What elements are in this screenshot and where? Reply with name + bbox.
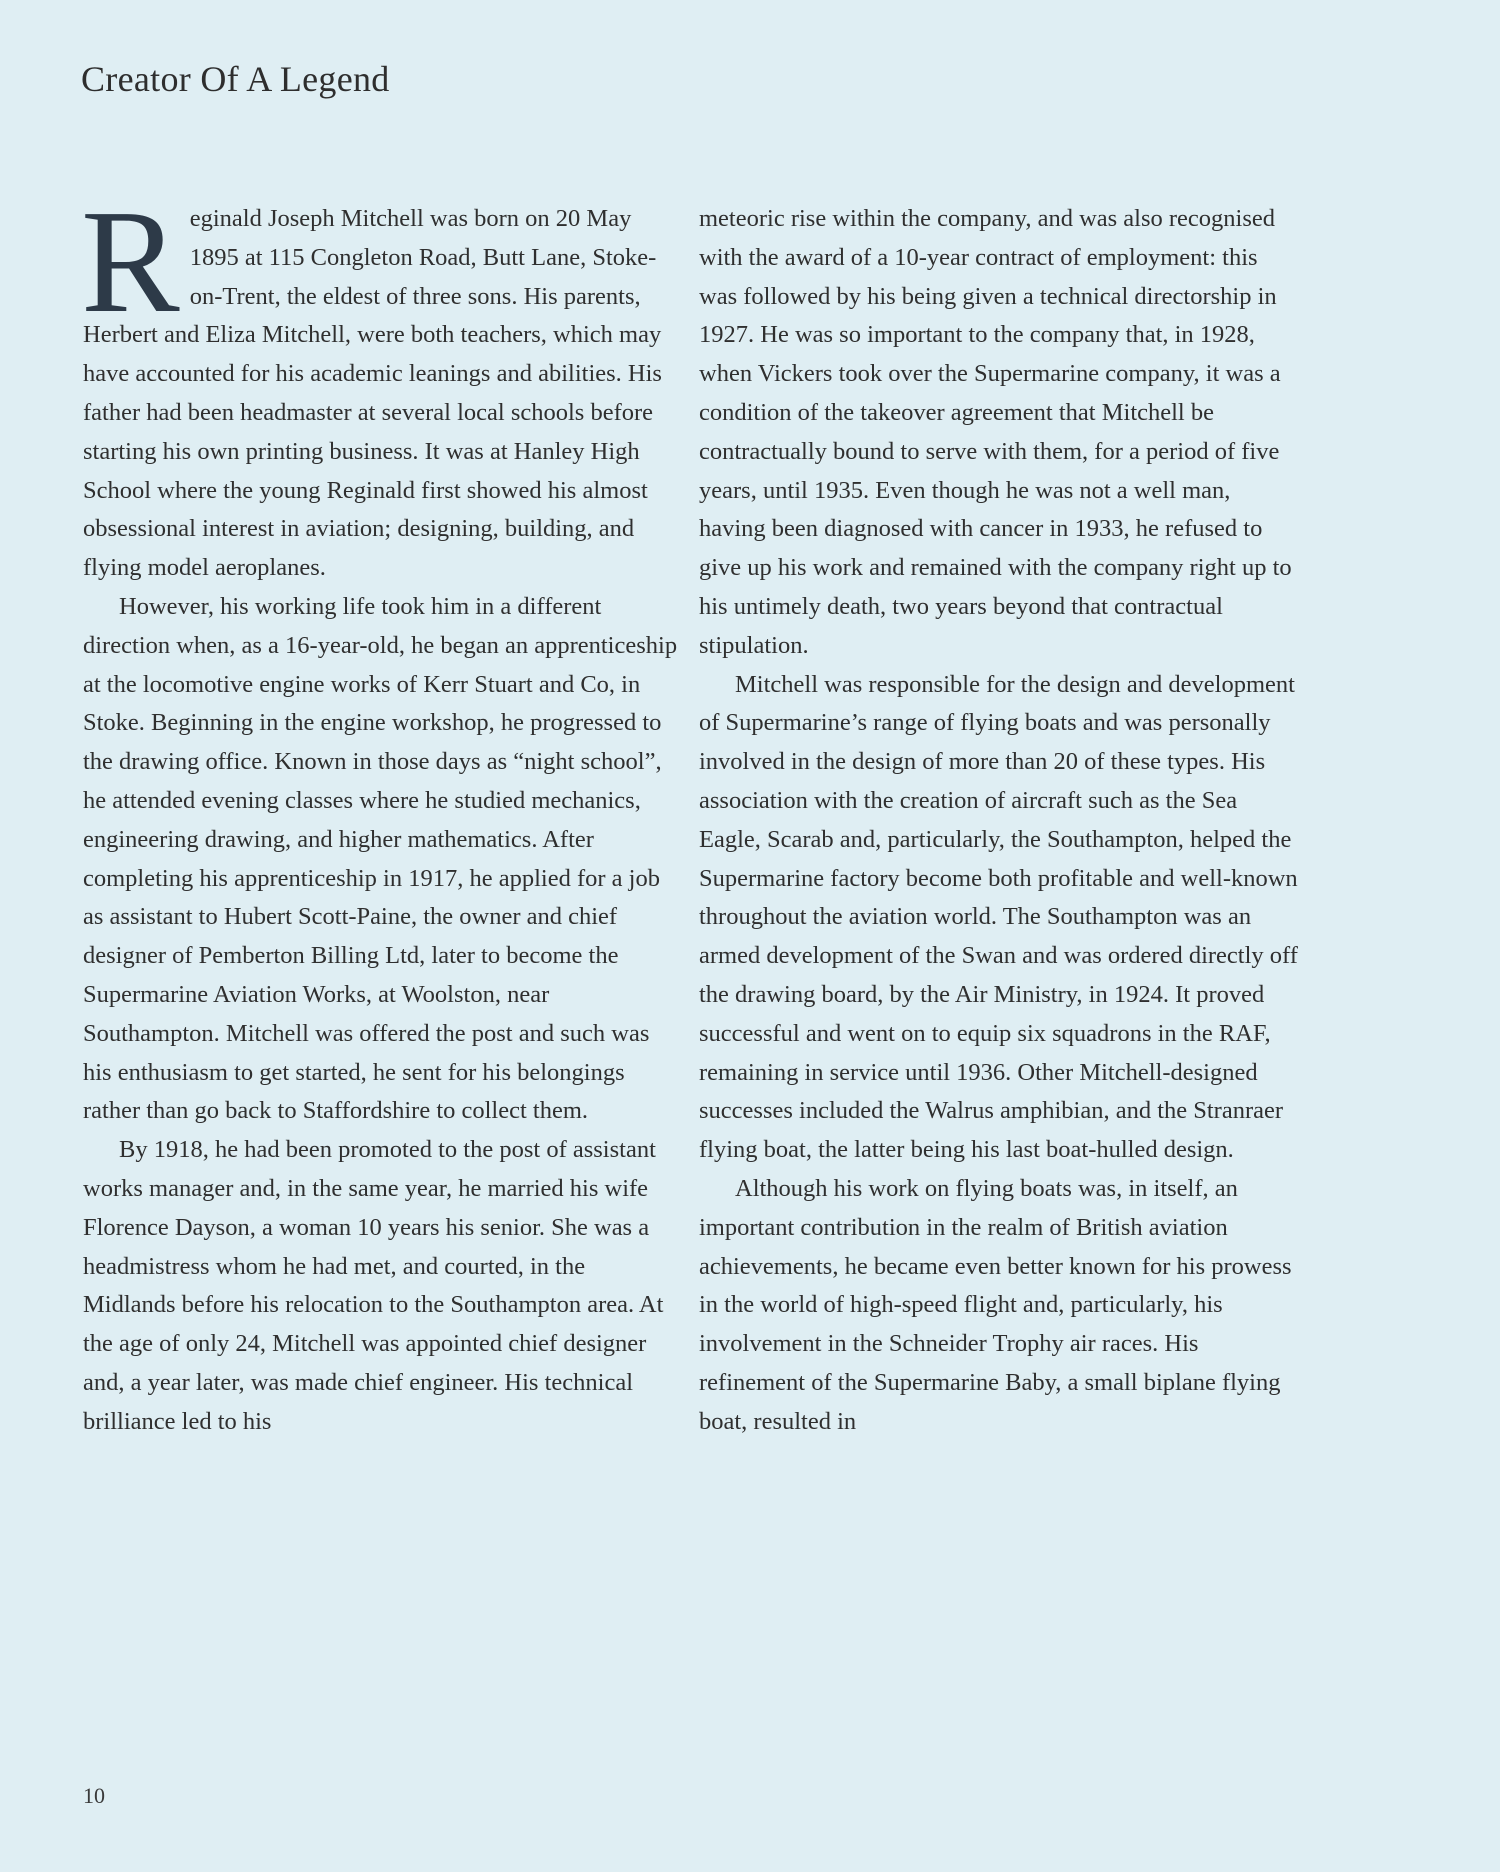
left-column (81, 180, 683, 1442)
paragraph-5: Mitchell was responsible for the design and development of Supermarine’s range of flying boats and was personally involved in the design of more than 20 of these types. His association with the creation of aircraft such as the Sea Eagle, Scarab and, particularly, the Southampton, helped the Supermarine factory become both profitable and well-known throughout the aviation world. The Southampton was an armed development of the Swan and was ordered directly off the drawing board, by the Air Ministry, in 1924. It proved successful and went on to equip six squadrons in the RAF, remaining in service until 1936. Other Mitchell-designed successes included the Walrus amphibian, and the Stranraer flying boat, the latter being his last boat-hulled design. (699, 670, 1298, 1164)
paragraph-1 (81, 180, 683, 588)
drop-cap: R (81, 180, 180, 344)
page-number: 10 (83, 1783, 105, 1808)
paragraph-1-text: eginald Joseph Mitchell was born on 20 May 1895 at 115 Congleton Road, Butt Lane, Stoke-on-Trent, the eldest of three sons. His parents, Herbert and Eliza Mitchell, were both teachers, which may have accounted for his academic leanings and abilities. His father had been headmaster at several local schools before starting his own printing business. It was at Hanley High School where the young Reginald first showed his almost obsessional interest in aviation; designing, building, and flying model aeroplanes. (83, 205, 662, 582)
paragraph-2: However, his working life took him in a different direction when, as a 16-year-old, he began an apprenticeship at the locomotive engine works of Kerr Stuart and Co, in Stoke. Beginning in the engine workshop, he progressed to the drawing office. Known in those days as “night school”, he attended evening classes where he studied mechanics, engineering drawing, and higher mathematics. After completing his apprenticeship in 1917, he applied for a job as assistant to Hubert Scott-Paine, the owner and chief designer of Pemberton Billing Ltd, later to become the Supermarine Aviation Works, at Woolston, near Southampton. Mitchell was offered the post and such was his enthusiasm to get started, he sent for his belongings rather than go back to Staffordshire to collect them. (83, 592, 678, 1125)
page-title: Creator Of A Legend (81, 59, 390, 99)
paragraph-6: Although his work on flying boats was, in itself, an important contribution in the realm of British aviation achievements, he became even better known for his prowess in the world of high-speed flight and, particularly, his involvement in the Schneider Trophy air races. His refinement of the Supermarine Baby, a small biplane flying boat, resulted in (699, 1174, 1292, 1435)
paragraph-4: meteoric rise within the company, and was also recognised with the award of a 10-year contract of employment: this was followed by his being given a technical directorship in 1927. He was so important to the company that, in 1928, when Vickers took over the Supermarine company, it was a condition of the takeover agreement that Mitchell be contractually bound to serve with them, for a period of five years, until 1935. Even though he was not a well man, having been diagnosed with cancer in 1933, he refused to give up his work and remained with the company right up to his untimely death, two years beyond that contractual stipulation. (699, 205, 1292, 659)
right-column (699, 200, 1299, 1442)
paragraph-3: By 1918, he had been promoted to the post of assistant works manager and, in the same year, he married his wife Florence Dayson, a woman 10 years his senior. She was a headmistress whom he had met, and courted, in the Midlands before his relocation to the Southampton area. At the age of only 24, Mitchell was appointed chief designer and, a year later, was made chief engineer. His technical brilliance led to his (83, 1136, 664, 1435)
